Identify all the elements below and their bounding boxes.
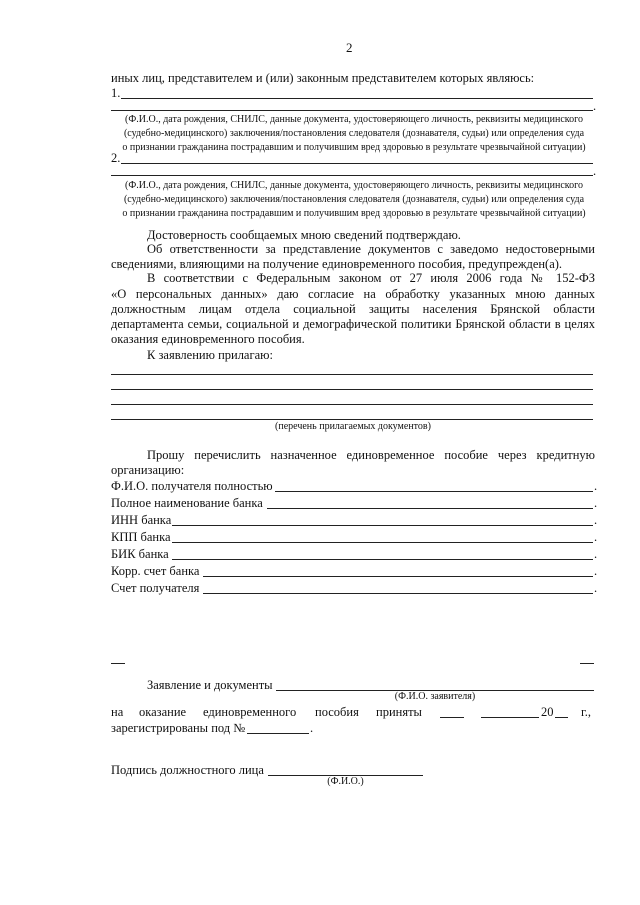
- person-1-line-b[interactable]: [111, 110, 593, 111]
- date-day-input[interactable]: [440, 717, 464, 718]
- accepted-word-4: пособия: [315, 705, 359, 719]
- attach-caption: (перечень прилагаемых документов): [275, 421, 431, 432]
- person-2-number: 2.: [111, 151, 121, 165]
- field-bank-kpp-input[interactable]: [172, 542, 593, 543]
- field-bank-bik-label: БИК банка: [111, 547, 169, 561]
- registration-label: Заявление и документы: [147, 678, 273, 692]
- year-prefix: 20: [541, 705, 554, 719]
- person-1-number: 1.: [111, 86, 121, 100]
- person-2-line-a[interactable]: [121, 163, 593, 164]
- person-1-line-end: .: [593, 99, 597, 113]
- person-2-caption-3: о признании гражданина пострадавшим и получившим вред здоровью в результате чрезвычайной ситуации): [122, 208, 586, 219]
- attach-line-3[interactable]: [111, 404, 593, 405]
- person-1-caption-1: (Ф.И.О., дата рождения, СНИЛС, данные документа, удостоверяющего личность, реквизиты медицинского: [125, 114, 583, 125]
- field-end-2: .: [594, 513, 598, 527]
- field-recipient-name-input[interactable]: [275, 491, 593, 492]
- field-recipient-account-input[interactable]: [203, 593, 593, 594]
- field-end-1: .: [594, 496, 598, 510]
- field-bank-bik-input[interactable]: [172, 559, 593, 560]
- person-2-caption-1: (Ф.И.О., дата рождения, СНИЛС, данные документа, удостоверяющего личность, реквизиты медицинского: [125, 180, 583, 191]
- person-2-line-end: .: [593, 164, 597, 178]
- date-year-input[interactable]: [555, 717, 568, 718]
- transfer-line-1: Прошу перечислить назначенное единовременное пособие через кредитную: [147, 448, 595, 462]
- signature-label: Подпись должностного лица: [111, 763, 264, 777]
- transfer-line-2: организацию:: [111, 463, 185, 477]
- attach-line-1[interactable]: [111, 374, 593, 375]
- confirm-text: Достоверность сообщаемых мною сведений подтверждаю.: [147, 228, 461, 242]
- field-bank-inn-input[interactable]: [172, 525, 593, 526]
- page-number: 2: [346, 40, 353, 55]
- attach-line-2[interactable]: [111, 389, 593, 390]
- field-bank-name-input[interactable]: [267, 508, 593, 509]
- responsibility-line-1: Об ответственности за представление документов с заведомо недостоверными: [147, 242, 595, 256]
- responsibility-line-2: сведениями, влияющими на получение единовременного пособия, предупрежден(а).: [111, 257, 563, 271]
- consent-line-2: «О персональных данных» даю согласие на обработку указанных мною данных: [111, 287, 595, 301]
- field-recipient-name-label: Ф.И.О. получателя полностью: [111, 479, 273, 493]
- accepted-word-1: на: [111, 705, 124, 719]
- consent-line-3: должностным лицам отдела социальной защиты населения Брянской области: [111, 302, 595, 316]
- separator-right: [580, 663, 594, 664]
- person-2-line-b[interactable]: [111, 175, 593, 176]
- field-end-5: .: [594, 564, 598, 578]
- consent-line-1: В соответствии с Федеральным законом от 27 июля 2006 года № 152-ФЗ: [147, 271, 595, 285]
- field-end-6: .: [594, 581, 598, 595]
- field-corr-account-label: Корр. счет банка: [111, 564, 200, 578]
- field-end-3: .: [594, 530, 598, 544]
- registered-text: зарегистрированы под №: [111, 721, 246, 735]
- attach-label: К заявлению прилагаю:: [147, 348, 273, 362]
- field-bank-kpp-label: КПП банка: [111, 530, 171, 544]
- applicant-caption: (Ф.И.О. заявителя): [394, 691, 476, 702]
- consent-line-4: департамента семьи, социальной и демографической политики Брянской области в целях: [111, 317, 595, 331]
- registered-end: .: [310, 721, 314, 735]
- accepted-word-2: оказание: [139, 705, 187, 719]
- field-bank-name-label: Полное наименование банка: [111, 496, 263, 510]
- field-end-0: .: [594, 479, 598, 493]
- accepted-word-3: единовременного: [203, 705, 297, 719]
- signature-caption: (Ф.И.О.): [327, 776, 364, 787]
- consent-line-5: оказания единовременного пособия.: [111, 332, 305, 346]
- separator-left: [111, 663, 125, 664]
- field-end-4: .: [594, 547, 598, 561]
- person-1-line-a[interactable]: [121, 98, 593, 99]
- registration-number-input[interactable]: [247, 733, 309, 734]
- year-suffix: г.,: [581, 705, 591, 719]
- date-month-input[interactable]: [481, 717, 539, 718]
- accepted-word-5: приняты: [376, 705, 422, 719]
- person-1-caption-2: (судебно-медицинского) заключения/постановления следователя (дознавателя, судьи) или определения суда: [123, 128, 585, 139]
- intro-line: иных лиц, представителем и (или) законным представителем которых являюсь:: [111, 71, 535, 85]
- field-corr-account-input[interactable]: [203, 576, 593, 577]
- field-bank-inn-label: ИНН банка: [111, 513, 172, 527]
- person-2-caption-2: (судебно-медицинского) заключения/постановления следователя (дознавателя, судьи) или определения суда: [123, 194, 585, 205]
- field-recipient-account-label: Счет получателя: [111, 581, 200, 595]
- person-1-caption-3: о признании гражданина пострадавшим и получившим вред здоровью в результате чрезвычайной ситуации): [122, 142, 586, 153]
